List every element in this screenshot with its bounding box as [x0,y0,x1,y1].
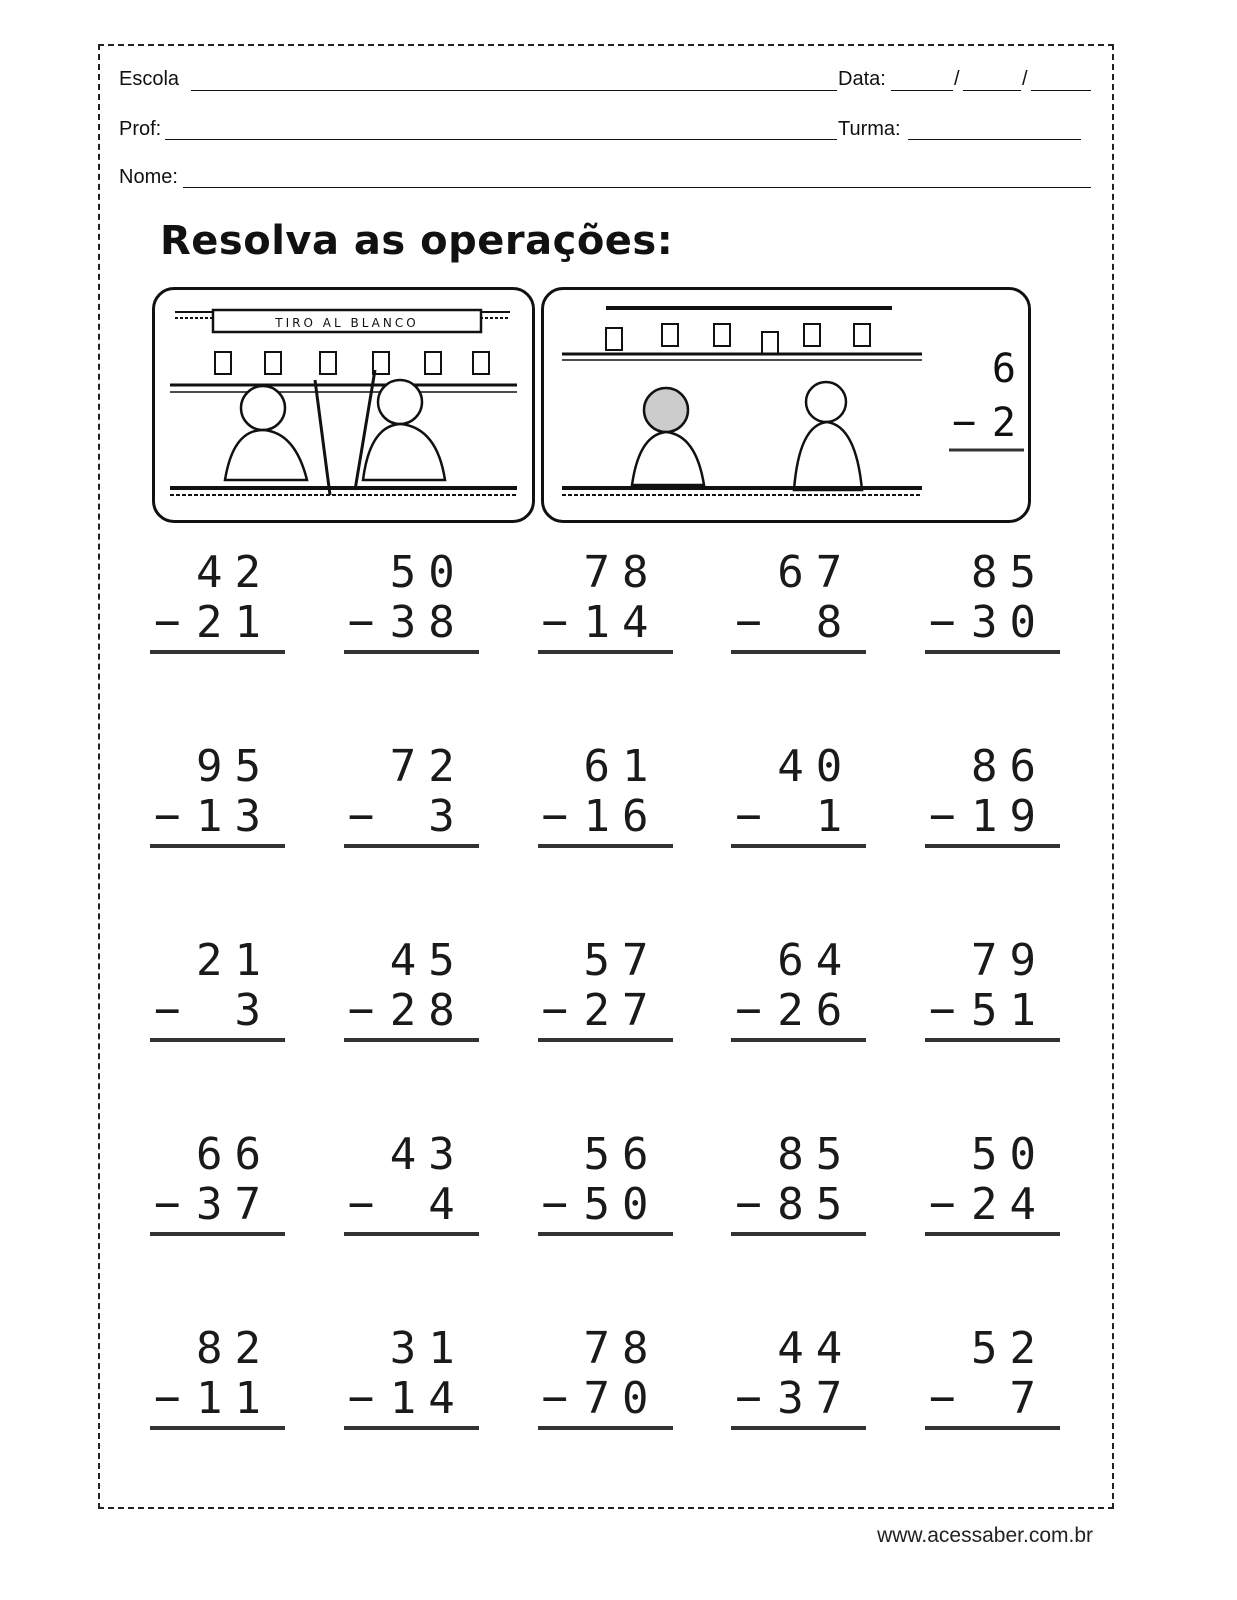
subtrahend: 27 [583,985,661,1036]
subtrahend: 37 [196,1179,273,1230]
subtraction-problem[interactable] [538,1130,673,1324]
subtraction-problem[interactable] [538,936,673,1130]
minuend: 66 [196,1129,273,1180]
date-year-line[interactable] [1031,90,1091,91]
minus-sign: − [154,1179,193,1230]
subtrahend: 4 [428,1179,467,1230]
subtrahend: 37 [777,1373,855,1424]
minuend: 43 [389,1129,467,1180]
minuend: 85 [777,1129,855,1180]
minus-sign: − [154,597,193,648]
minuend: 57 [583,935,661,986]
subtrahend: 70 [583,1373,661,1424]
subtrahend: 13 [196,791,273,842]
exercise-grid [150,548,1060,1518]
date-separator: / [1022,68,1028,90]
exercise-row [150,1324,1060,1518]
footer-website: www.acessaber.com.br [877,1524,1093,1547]
minuend: 44 [777,1323,855,1374]
subtraction-problem[interactable] [925,548,1060,742]
minuend: 61 [583,741,661,792]
minus-sign: − [347,1373,387,1424]
subtraction-problem[interactable] [731,1130,866,1324]
minuend: 67 [777,547,855,598]
subtraction-problem[interactable] [925,936,1060,1130]
subtrahend: 24 [971,1179,1048,1230]
illustration-shooting-targets [541,287,1031,523]
teacher-field-line[interactable] [165,139,837,140]
subtraction-problem[interactable] [150,1324,285,1518]
minuend: 72 [389,741,467,792]
teacher-label: Prof: [119,118,162,140]
subtraction-problem[interactable] [150,742,285,936]
subtrahend: 21 [196,597,273,648]
minus-sign: − [929,1373,968,1424]
subtrahend: 51 [971,985,1048,1036]
subtrahend: 16 [583,791,661,842]
minuend: 78 [583,547,661,598]
minuend: 40 [777,741,855,792]
subtraction-problem[interactable] [150,548,285,742]
subtraction-problem[interactable] [538,742,673,936]
subtraction-problem[interactable] [538,548,673,742]
subtrahend: 38 [389,597,467,648]
subtraction-problem[interactable] [731,548,866,742]
instruction-title: Resolva as operações: [160,218,674,264]
subtrahend: 3 [234,985,273,1036]
subtraction-problem[interactable] [344,936,479,1130]
subtrahend: 30 [971,597,1048,648]
minuend: 50 [389,547,467,598]
subtrahend: 26 [777,985,855,1036]
exercise-row [150,936,1060,1130]
subtrahend: 7 [1009,1373,1048,1424]
minus-sign: − [929,1179,968,1230]
exercise-row [150,548,1060,742]
date-label: Data: [838,68,886,90]
subtraction-problem[interactable] [344,548,479,742]
subtrahend: 14 [583,597,661,648]
subtraction-problem[interactable] [538,1324,673,1518]
class-label: Turma: [838,118,901,140]
example-bottom: 2 [991,400,1016,446]
subtrahend: 85 [777,1179,855,1230]
minuend: 45 [389,935,467,986]
minus-sign: − [929,791,968,842]
subtraction-problem[interactable] [925,1324,1060,1518]
subtraction-problem[interactable] [731,936,866,1130]
subtraction-problem[interactable] [925,742,1060,936]
minus-sign: − [735,985,774,1036]
name-field-line[interactable] [183,187,1091,188]
minus-sign: − [929,985,968,1036]
minuend: 78 [583,1323,661,1374]
shooting-gallery-drawing [155,290,532,520]
example-operator: − [951,400,977,446]
subtraction-problem[interactable] [150,936,285,1130]
minus-sign: − [154,985,193,1036]
subtrahend: 1 [815,791,855,842]
date-month-line[interactable] [963,90,1021,91]
date-separator: / [954,68,960,90]
subtrahend: 19 [971,791,1048,842]
subtrahend: 28 [389,985,467,1036]
date-day-line[interactable] [891,90,953,91]
name-label: Nome: [119,166,178,188]
minus-sign: − [154,791,193,842]
minus-sign: − [347,597,387,648]
subtraction-problem[interactable] [150,1130,285,1324]
minus-sign: − [347,791,387,842]
minus-sign: − [735,1179,774,1230]
exercise-row [150,1130,1060,1324]
subtrahend: 11 [196,1373,273,1424]
subtraction-problem[interactable] [925,1130,1060,1324]
subtraction-problem[interactable] [731,1324,866,1518]
minus-sign: − [154,1373,193,1424]
minus-sign: − [541,1179,580,1230]
subtrahend: 50 [583,1179,661,1230]
minuend: 21 [196,935,273,986]
minuend: 31 [389,1323,467,1374]
exercise-row [150,742,1060,936]
school-field-line[interactable] [191,90,837,91]
minus-sign: − [735,791,774,842]
minus-sign: − [541,1373,580,1424]
minuend: 52 [971,1323,1048,1374]
minus-sign: − [929,597,968,648]
minuend: 79 [971,935,1048,986]
class-field-line[interactable] [908,139,1081,140]
shooting-targets-drawing [544,290,1028,520]
minuend: 85 [971,547,1048,598]
minuend: 95 [196,741,273,792]
minuend: 86 [971,741,1048,792]
subtrahend: 8 [815,597,855,648]
minus-sign: − [735,1373,774,1424]
minuend: 56 [583,1129,661,1180]
minuend: 42 [196,547,273,598]
sign-text: TIRO AL BLANCO [275,316,419,330]
school-label: Escola [119,68,180,90]
minuend: 64 [777,935,855,986]
subtraction-problem[interactable] [344,1324,479,1518]
subtrahend: 3 [428,791,467,842]
minus-sign: − [541,985,580,1036]
subtraction-problem[interactable] [344,1130,479,1324]
minus-sign: − [541,791,580,842]
minus-sign: − [541,597,580,648]
minuend: 50 [971,1129,1048,1180]
subtrahend: 14 [389,1373,467,1424]
minus-sign: − [347,1179,387,1230]
minus-sign: − [347,985,387,1036]
subtraction-problem[interactable] [344,742,479,936]
minus-sign: − [735,597,774,648]
minuend: 82 [196,1323,273,1374]
subtraction-problem[interactable] [731,742,866,936]
illustration-shooting-gallery [152,287,535,523]
example-top: 6 [991,346,1016,392]
